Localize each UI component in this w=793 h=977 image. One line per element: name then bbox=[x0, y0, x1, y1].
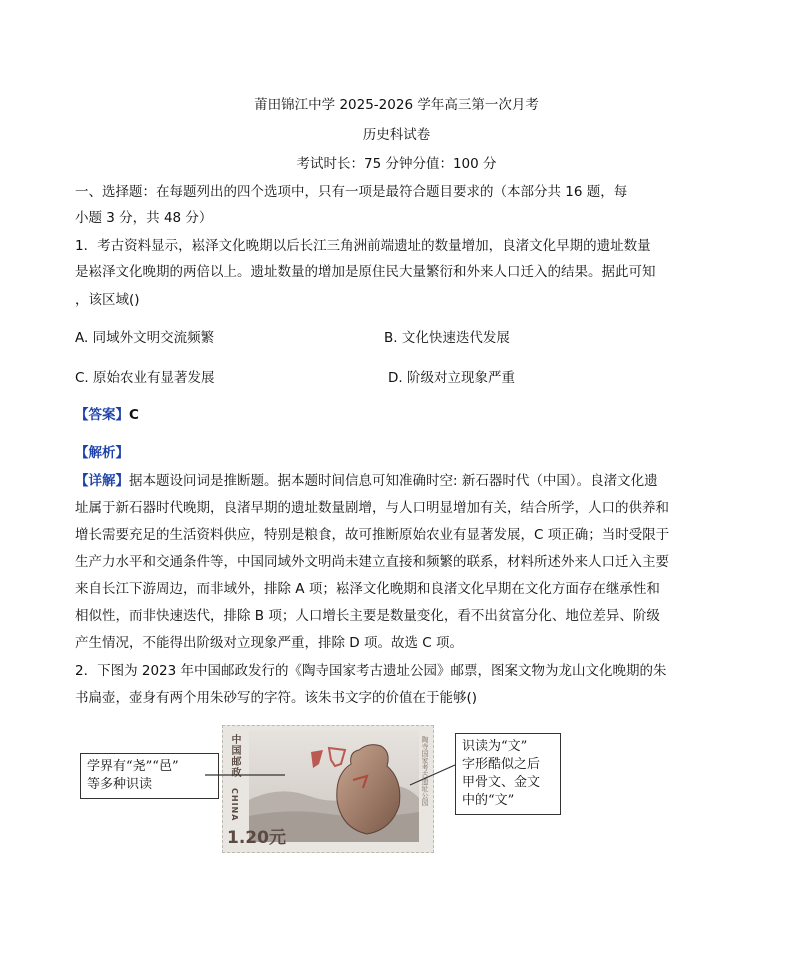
right-callout-line: 字形酷似之后 bbox=[462, 757, 541, 772]
q1-detail-line4: 生产力水平和交通条件等，中国同域外文明尚未建立直接和频繁的联系，材料所述外来人口迁入主要 bbox=[75, 554, 669, 570]
q1-analysis-label bbox=[75, 443, 129, 463]
left-callout-line: 等多种识读 bbox=[87, 777, 153, 792]
left-callout-line: 学界有“尧”“邑” bbox=[87, 759, 179, 774]
callout-connector-lines bbox=[200, 755, 460, 815]
exam-subject: 历史科试卷 bbox=[362, 127, 431, 143]
answer-label: 【答案】 bbox=[75, 407, 129, 423]
q1-stem-line2: 是崧泽文化晚期的两倍以上。遗址数量的增加是原住民大量繁衍和外来人口迁入的结果。据此可知 bbox=[75, 264, 656, 280]
q2-stem-line1: 2．下图为 2023 年中国邮政发行的《陶寺国家考古遗址公园》邮票，图案文物为龙山文化晚期的朱 bbox=[75, 663, 667, 679]
q1-detail-line1 bbox=[75, 471, 658, 491]
right-callout-line: 识读为“文” bbox=[462, 739, 528, 754]
q1-stem-line3: ，该区域() bbox=[75, 292, 140, 308]
right-callout bbox=[455, 733, 561, 815]
exam-title: 莆田锦江中学 2025-2026 学年高三第一次月考 bbox=[254, 97, 539, 113]
stamp-figure bbox=[80, 725, 562, 860]
stamp-country-label: 中国邮政 bbox=[229, 734, 240, 778]
exam-meta: 考试时长：75 分钟分值：100 分 bbox=[296, 156, 497, 172]
stamp-country-en: CHINA bbox=[230, 788, 239, 822]
stamp-side-text: 陶寺国家考古遗址公园 bbox=[421, 736, 429, 806]
left-callout bbox=[80, 753, 219, 799]
q1-stem-line1: 1．考古资料显示，崧泽文化晚期以后长江三角洲前端遗址的数量增加，良渚文化早期的遗址数量 bbox=[75, 238, 651, 254]
stamp-denomination: 1.20元 bbox=[227, 828, 286, 848]
q1-detail-line5: 来自长江下游周边，而非域外，排除 A 项；崧泽文化晚期和良渚文化早期在文化方面存在继承性和 bbox=[75, 581, 660, 597]
q1-answer bbox=[75, 405, 139, 425]
q1-option-a: A. 同域外文明交流频繁 bbox=[75, 330, 215, 346]
q1-option-d: D. 阶级对立现象严重 bbox=[388, 370, 515, 386]
q1-detail-line6: 相似性，而非快速迭代，排除 B 项；人口增长主要是数量变化，看不出贫富分化、地位差异、阶级 bbox=[75, 608, 660, 624]
q1-option-b: B. 文化快速迭代发展 bbox=[384, 330, 510, 346]
detail-label: 【详解】 bbox=[75, 473, 129, 489]
right-callout-line: 甲骨文、金文 bbox=[462, 775, 541, 790]
q1-option-c: C. 原始农业有显著发展 bbox=[75, 370, 215, 386]
q1-detail-line7: 产生情况，不能得出阶级对立现象严重，排除 D 项。故选 C 项。 bbox=[75, 635, 463, 651]
answer-value: C bbox=[129, 407, 139, 423]
q1-detail-line2: 址属于新石器时代晚期，良渚早期的遗址数量剧增，与人口明显增加有关，结合所学，人口的供养和 bbox=[75, 500, 669, 516]
q1-detail-line3: 增长需要充足的生活资料供应，特别是粮食，故可推断原始农业有显著发展，C 项正确；当时受限于 bbox=[75, 527, 670, 543]
right-callout-line: 中的“文” bbox=[462, 793, 515, 808]
analysis-label: 【解析】 bbox=[75, 445, 129, 461]
q2-stem-line2: 书扁壶，壶身有两个用朱砂写的字符。该朱书文字的价值在于能够() bbox=[75, 690, 478, 706]
section-instructions-line2: 小题 3 分，共 48 分） bbox=[75, 210, 213, 226]
detail-text: 据本题设问词是推断题。据本题时间信息可知准确时空: 新石器时代（中国）。良渚文化遗 bbox=[129, 473, 658, 489]
section-instructions-line1: 一、选择题：在每题列出的四个选项中，只有一项是最符合题目要求的（本部分共 16 题，每 bbox=[75, 184, 628, 200]
